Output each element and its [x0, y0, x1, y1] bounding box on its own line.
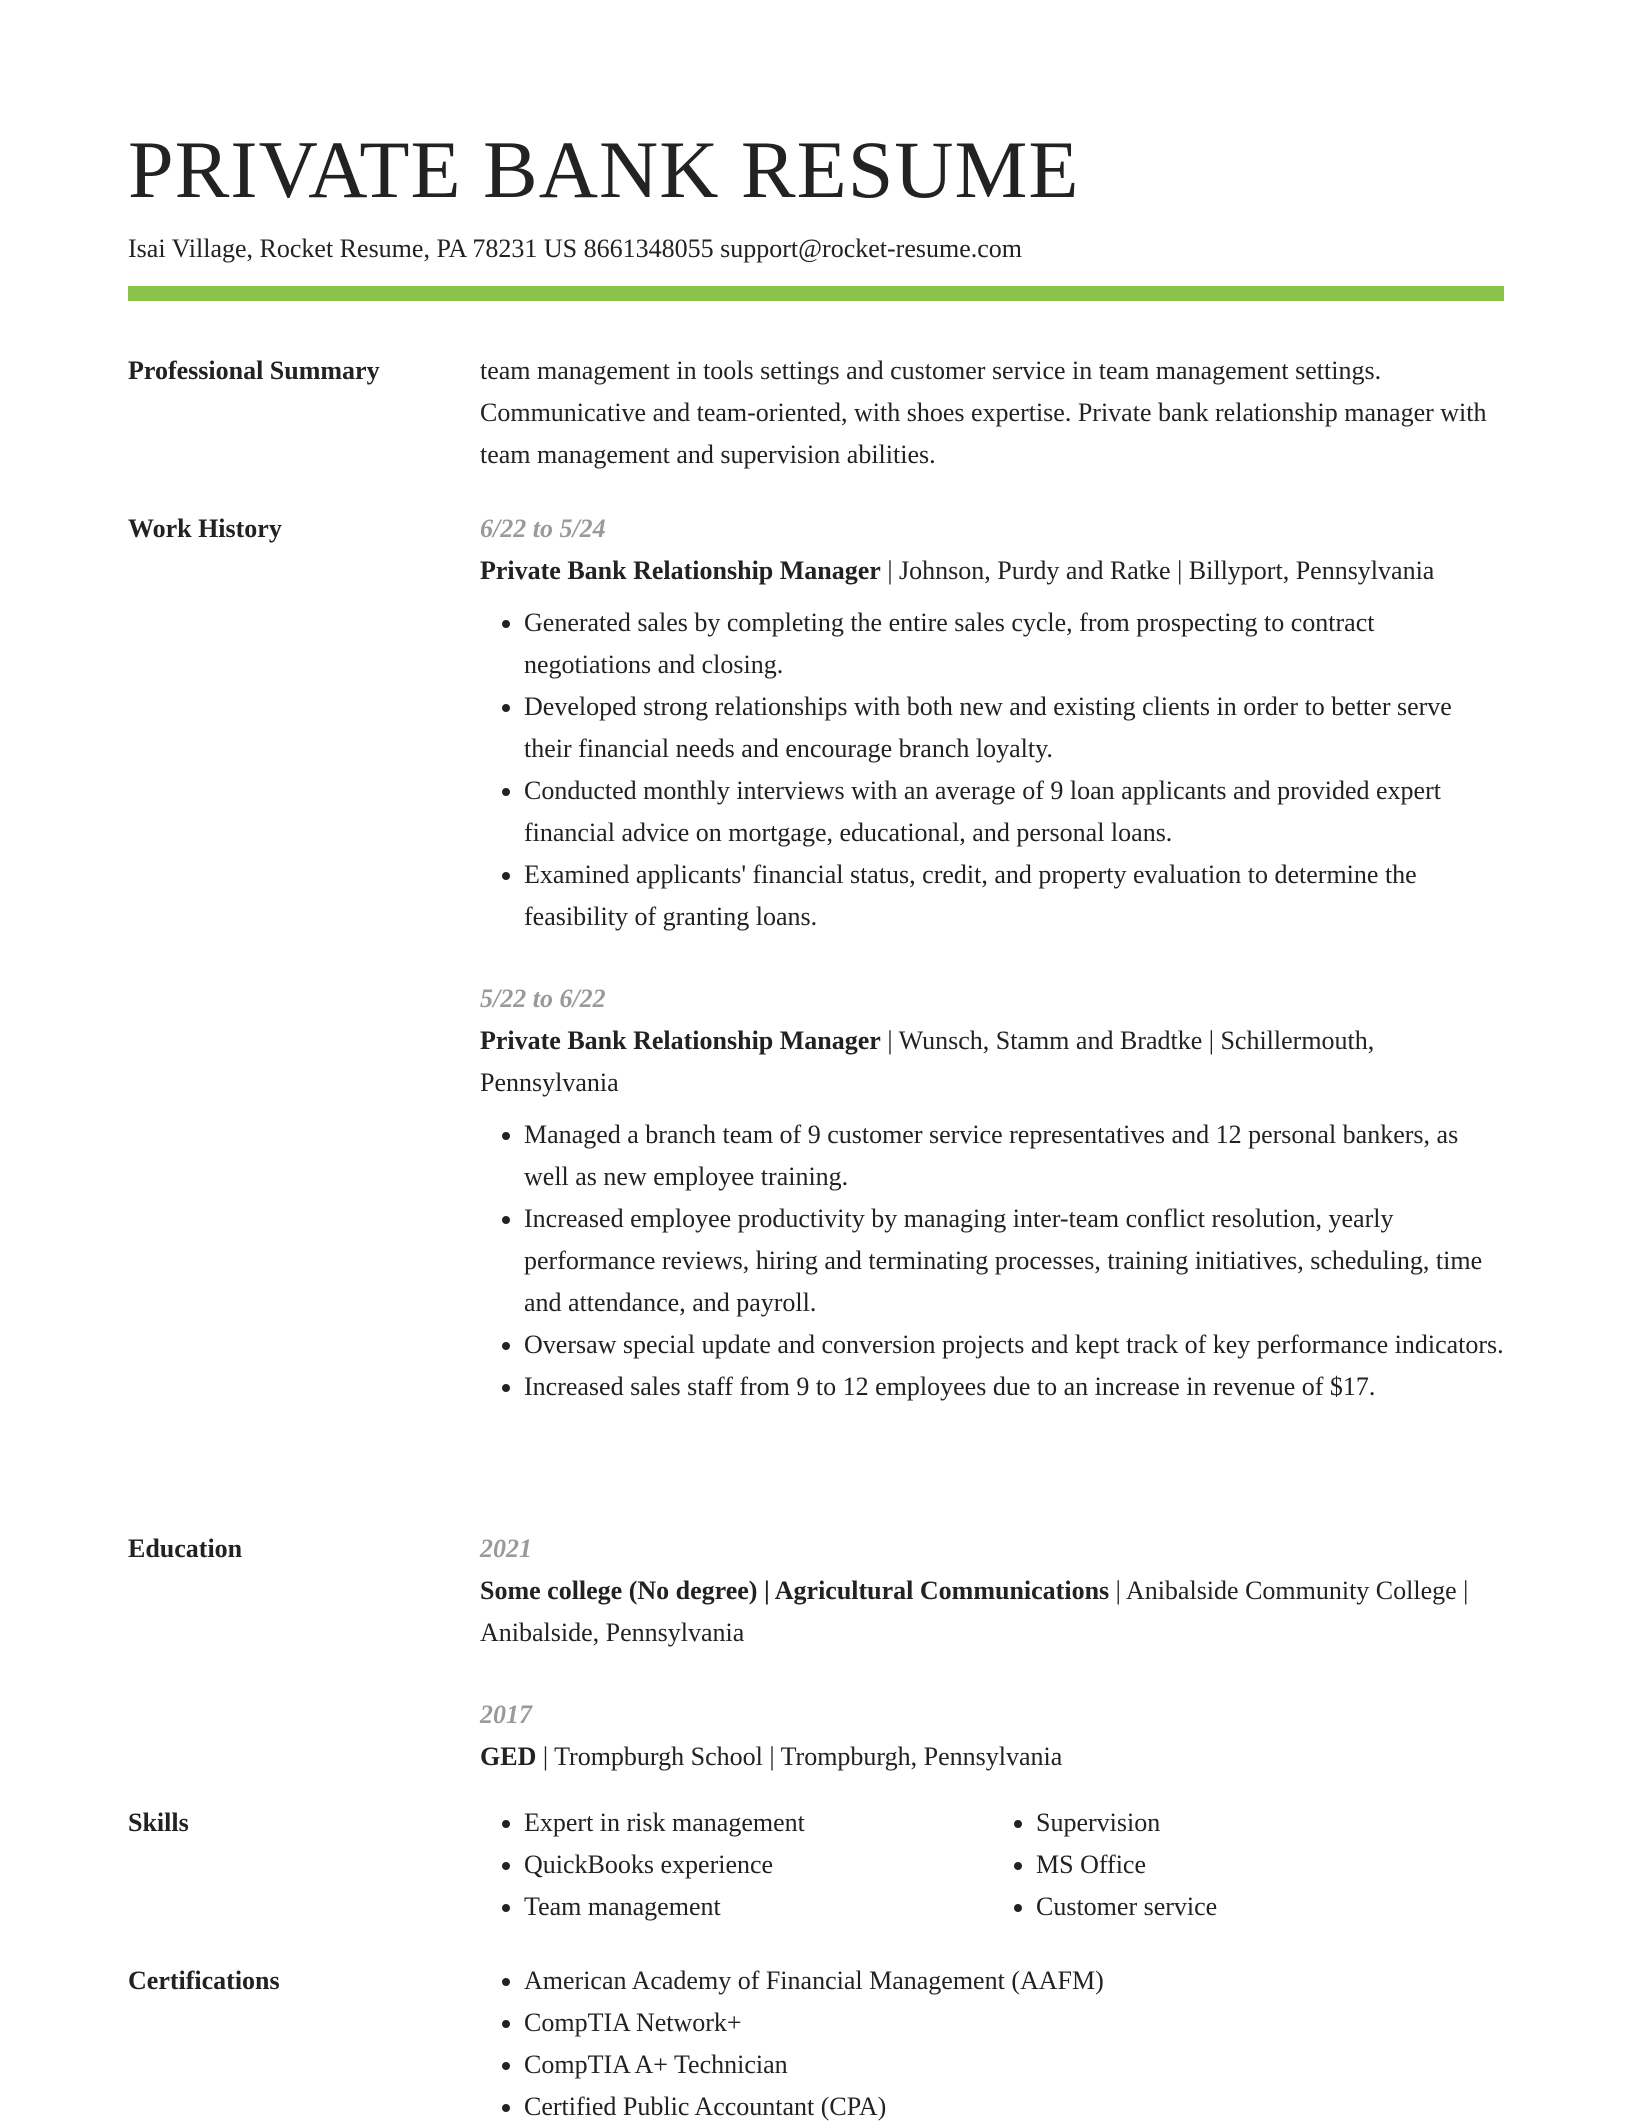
certification-item: • Certified Public Accountant (CPA)	[524, 2086, 1504, 2128]
job-bullet: • Developed strong relationships with both new and existing clients in order to better serve their financial needs and encourage branch loyalty.	[524, 686, 1504, 770]
education-degree: GED	[480, 1742, 537, 1771]
job-entry	[480, 978, 1504, 1408]
education-entry	[480, 1694, 1504, 1778]
certifications-heading: Certifications	[128, 1966, 280, 1995]
job-bullet: • Increased employee productivity by managing inter-team conflict resolution, yearly performance reviews, hiring and terminating processes, training initiatives, scheduling, time and attendance, and payroll.	[524, 1198, 1504, 1324]
contact-line: Isai Village, Rocket Resume, PA 78231 US 8661348055 support@rocket-resume.com	[128, 234, 1023, 263]
accent-divider	[128, 286, 1504, 301]
education-heading-line	[480, 1736, 1504, 1778]
skills-body	[480, 1802, 1504, 1928]
skill-item: • Supervision	[1036, 1802, 1504, 1844]
work-history-heading: Work History	[128, 514, 282, 543]
skills-list-right	[992, 1802, 1504, 1928]
skill-item: • Expert in risk management	[524, 1802, 992, 1844]
education-details: | Trompburgh School | Trompburgh, Pennsylvania	[536, 1742, 1063, 1771]
education-degree: Some college (No degree) | Agricultural Communications	[480, 1576, 1110, 1605]
skills-heading: Skills	[128, 1808, 189, 1837]
education-heading-line	[480, 1570, 1504, 1654]
certification-item: • CompTIA Network+	[524, 2002, 1504, 2044]
job-entry	[480, 508, 1504, 938]
job-bullet: • Conducted monthly interviews with an average of 9 loan applicants and provided expert financial advice on mortgage, educational, and personal loans.	[524, 770, 1504, 854]
certifications-body	[480, 1960, 1504, 2128]
education-entry	[480, 1528, 1504, 1654]
job-bullets	[480, 1114, 1504, 1408]
job-role: Private Bank Relationship Manager	[480, 1026, 881, 1055]
certification-item: • CompTIA A+ Technician	[524, 2044, 1504, 2086]
certifications-list	[480, 1960, 1504, 2128]
job-dates: 5/22 to 6/22	[480, 984, 606, 1013]
skills-list-left	[480, 1802, 992, 1928]
job-bullet: • Increased sales staff from 9 to 12 employees due to an increase in revenue of $17.	[524, 1366, 1504, 1408]
education-year: 2021	[480, 1534, 532, 1563]
education-body	[480, 1528, 1504, 1778]
education-year: 2017	[480, 1700, 532, 1729]
job-details: | Wunsch, Stamm and Bradtke | Schillermouth, Pennsylvania	[480, 1026, 1375, 1097]
job-dates: 6/22 to 5/24	[480, 514, 606, 543]
education-details: | Anibalside Community College | Anibalside, Pennsylvania	[480, 1576, 1469, 1647]
job-role: Private Bank Relationship Manager	[480, 556, 881, 585]
job-bullets	[480, 602, 1504, 938]
summary-text: team management in tools settings and customer service in team management settings. Communicative and team-oriented, with shoes expertise. Private bank relationship manager with team management and supervision abilities.	[480, 356, 1487, 469]
job-bullet: • Examined applicants' financial status, credit, and property evaluation to determine the feasibility of granting loans.	[524, 854, 1504, 938]
skill-item: • Customer service	[1036, 1886, 1504, 1928]
job-bullet: • Generated sales by completing the entire sales cycle, from prospecting to contract negotiations and closing.	[524, 602, 1504, 686]
summary-heading: Professional Summary	[128, 356, 380, 385]
job-details: | Johnson, Purdy and Ratke | Billyport, Pennsylvania	[880, 556, 1435, 585]
job-heading	[480, 1020, 1504, 1104]
resume-title: PRIVATE BANK RESUME	[128, 124, 1080, 215]
job-heading	[480, 550, 1504, 592]
job-bullet: • Managed a branch team of 9 customer service representatives and 12 personal bankers, as well as new employee training.	[524, 1114, 1504, 1198]
job-bullet: • Oversaw special update and conversion projects and kept track of key performance indicators.	[524, 1324, 1504, 1366]
certification-item: • American Academy of Financial Management (AAFM)	[524, 1960, 1504, 2002]
work-history-body	[480, 508, 1504, 1408]
education-heading: Education	[128, 1534, 243, 1563]
skill-item: • MS Office	[1036, 1844, 1504, 1886]
skill-item: • Team management	[524, 1886, 992, 1928]
skill-item: • QuickBooks experience	[524, 1844, 992, 1886]
